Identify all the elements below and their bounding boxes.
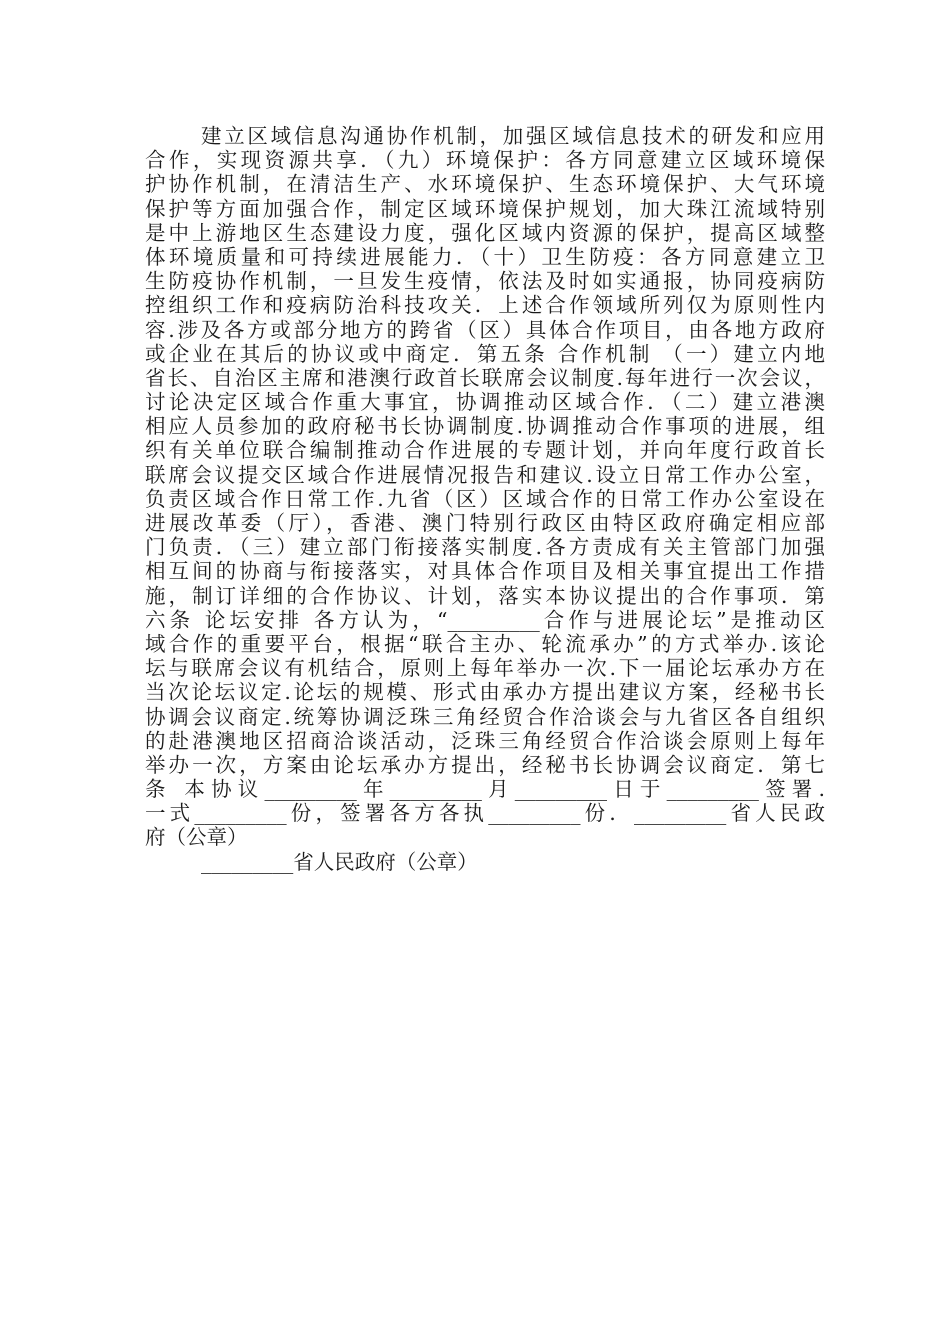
text-line: 容.涉及各方或部分地方的跨省（区）具体合作项目，由各地方政府 — [145, 317, 825, 342]
text-line: 相应人员参加的政府秘书长协调制度.协调推动合作事项的进展，组 — [145, 414, 825, 439]
text-line: 域合作的重要平台，根据“联合主办、轮流承办”的方式举办.该论 — [145, 631, 825, 656]
text-line: 举办一次，方案由论坛承办方提出，经秘书长协调会议商定．第七 — [145, 752, 825, 777]
text-line: 是中上游地区生态建设力度，强化区域内资源的保护，提高区域整 — [145, 220, 825, 245]
text-line: 护协作机制，在清洁生产、水环境保护、生态环境保护、大气环境 — [145, 172, 825, 197]
text-line: 当次论坛议定.论坛的规模、形式由承办方提出建议方案，经秘书长 — [145, 680, 825, 705]
text-line: 条 本协议_________年_________月_________日于_________签署. — [145, 777, 825, 802]
text-line: 进展改革委（厅），香港、澳门特别行政区由特区政府确定相应部 — [145, 511, 825, 535]
text-line: 施，制订详细的合作协议、计划，落实本协议提出的合作事项．第 — [145, 583, 825, 608]
text-line: 协调会议商定.统筹协调泛珠三角经贸合作洽谈会与九省区各自组织 — [145, 704, 825, 729]
text-line: 门负责．（三）建立部门衔接落实制度.各方责成有关主管部门加强 — [145, 535, 825, 560]
text-line: 联席会议提交区域合作进展情况报告和建议.设立日常工作办公室， — [145, 462, 825, 487]
text-line: 或企业在其后的协议或中商定．第五条 合作机制 （一）建立内地 — [145, 341, 825, 366]
text-line: 府（公章） — [145, 825, 248, 850]
text-line: 相互间的协商与衔接落实，对具体合作项目及相关事宜提出工作措 — [145, 559, 825, 584]
text-line: 讨论决定区域合作重大事宜，协调推动区域合作．（二）建立港澳 — [145, 390, 825, 415]
text-line: 坛与联席会议有机结合，原则上每年举办一次.下一届论坛承办方在 — [145, 656, 825, 681]
text-line: 一式_________份，签署各方各执_________份．_________省人民政 — [145, 801, 825, 826]
text-line: 建立区域信息沟通协作机制，加强区域信息技术的研发和应用 — [201, 124, 825, 148]
text-line: 保护等方面加强合作，制定区域环境保护规划，加大珠江流域特别 — [145, 196, 825, 221]
signature-line: _________省人民政府（公章） — [201, 849, 478, 874]
text-line: 负责区域合作日常工作.九省（区）区域合作的日常工作办公室设在 — [145, 486, 825, 511]
agreement-body-text — [145, 124, 825, 874]
text-line: 省长、自治区主席和港澳行政首长联席会议制度.每年进行一次会议， — [145, 365, 825, 390]
text-line: 织有关单位联合编制推动合作进展的专题计划，并向年度行政首长 — [145, 438, 825, 463]
text-line: 生防疫协作机制，一旦发生疫情，依法及时如实通报，协同疫病防 — [145, 269, 825, 294]
text-line: 的赴港澳地区招商洽谈活动，泛珠三角经贸合作洽谈会原则上每年 — [145, 728, 825, 753]
text-line: 控组织工作和疫病防治科技攻关．上述合作领域所列仅为原则性内 — [145, 293, 825, 318]
text-line: 六条 论坛安排 各方认为，“_________合作与进展论坛”是推动区 — [145, 607, 825, 632]
text-line: 合作，实现资源共享．（九）环境保护：各方同意建立区域环境保 — [145, 148, 825, 173]
text-line: 体环境质量和可持续进展能力．（十）卫生防疫：各方同意建立卫 — [145, 244, 825, 269]
